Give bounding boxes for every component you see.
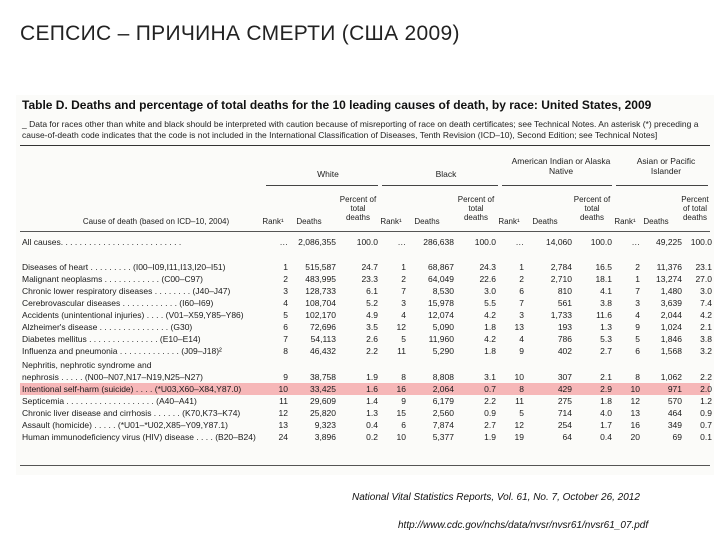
source-url: http://www.cdc.gov/nchs/data/nvsr/nvsr61/nvsr61_07.pdf: [398, 520, 649, 531]
rank-cell: …: [279, 237, 288, 247]
rank-cell: 11: [515, 396, 524, 406]
deaths-cell: 1,846: [660, 334, 682, 344]
table-row: [20, 345, 710, 357]
deaths-cell: 54,113: [310, 334, 336, 344]
rank-cell: 8: [283, 346, 288, 356]
rank-cell: 10: [278, 384, 288, 394]
percent-cell: 1.9: [484, 432, 496, 442]
rank-cell: 10: [630, 384, 640, 394]
percent-cell: 7.4: [700, 298, 712, 308]
rank-cell: 6: [283, 322, 288, 332]
cause-cell: All causes. . . . . . . . . . . . . . . . . . . . . . . . . .: [22, 237, 182, 247]
table-bottom-rule: [20, 465, 710, 466]
deaths-cell: 2,044: [660, 310, 682, 320]
percent-cell: 1.6: [366, 384, 378, 394]
table-row: [20, 431, 710, 443]
percent-cell: 3.8: [700, 334, 712, 344]
table-row: [20, 359, 710, 371]
percent-cell: 100.0: [690, 237, 712, 247]
deaths-cell: 2,560: [432, 408, 454, 418]
table-row: [20, 407, 710, 419]
rank-cell: 12: [630, 396, 640, 406]
rank-cell: 7: [635, 286, 640, 296]
header-bottom-rule: [20, 231, 710, 232]
rank-cell: 5: [635, 334, 640, 344]
percent-cell: 4.0: [600, 408, 612, 418]
rank-cell: …: [397, 237, 406, 247]
rank-cell: 11: [397, 346, 406, 356]
rank-cell: 19: [514, 432, 524, 442]
deaths-cell: 13,274: [656, 274, 682, 284]
percent-cell: 1.8: [484, 346, 496, 356]
percent-cell: 100.0: [356, 237, 378, 247]
rank-cell: 9: [635, 322, 640, 332]
deaths-cell: 971: [667, 384, 682, 394]
rank-cell: 7: [283, 334, 288, 344]
rank-cell: 6: [635, 346, 640, 356]
percent-cell: 3.8: [600, 298, 612, 308]
rank-cell: 5: [283, 310, 288, 320]
col-header-percent: Percent of total deaths: [457, 195, 495, 222]
deaths-cell: 64,049: [428, 274, 454, 284]
cause-cell: Influenza and pneumonia . . . . . . . . . . . . . (J09–J18)²: [22, 346, 222, 356]
rank-cell: 4: [283, 298, 288, 308]
group-aian: American Indian or Alaska Native: [511, 156, 611, 176]
deaths-cell: 69: [672, 432, 682, 442]
rank-cell: …: [631, 237, 640, 247]
rank-cell: 3: [635, 298, 640, 308]
percent-cell: 24.3: [479, 262, 496, 272]
percent-cell: 2.2: [366, 346, 378, 356]
percent-cell: 16.5: [595, 262, 612, 272]
rank-cell: 9: [283, 372, 288, 382]
rank-cell: …: [515, 237, 524, 247]
rank-cell: 3: [519, 310, 524, 320]
percent-cell: 1.8: [600, 396, 612, 406]
rank-cell: 12: [278, 408, 288, 418]
rank-cell: 2: [401, 274, 406, 284]
deaths-cell: 570: [667, 396, 682, 406]
rank-cell: 6: [401, 420, 406, 430]
group-rule-aian: [502, 185, 612, 186]
rank-cell: 2: [283, 274, 288, 284]
cause-cell: Accidents (unintentional injuries) . . . . (V01–X59,Y85–Y86): [22, 310, 244, 320]
cause-cell: Assault (homicide) . . . . . (*U01–*U02,X85–Y09,Y87.1): [22, 420, 228, 430]
col-header-deaths: Deaths: [532, 217, 558, 226]
deaths-cell: 8,808: [432, 372, 454, 382]
percent-cell: 6.1: [366, 286, 378, 296]
table-row: [20, 261, 710, 273]
percent-cell: 27.0: [695, 274, 712, 284]
deaths-cell: 1,024: [660, 322, 682, 332]
table-image: [16, 95, 714, 475]
percent-cell: 2.2: [484, 396, 496, 406]
deaths-cell: 1,062: [660, 372, 682, 382]
col-header-percent: Percent of total deaths: [339, 195, 377, 222]
rank-cell: 5: [401, 334, 406, 344]
cause-cell: Diabetes mellitus . . . . . . . . . . . . . . . (E10–E14): [22, 334, 201, 344]
rank-cell: 11: [279, 396, 288, 406]
deaths-cell: 33,425: [310, 384, 336, 394]
percent-cell: 3.0: [484, 286, 496, 296]
percent-cell: 1.3: [600, 322, 612, 332]
deaths-cell: 786: [557, 334, 572, 344]
col-header-deaths: Deaths: [296, 217, 322, 226]
deaths-cell: 1,733: [550, 310, 572, 320]
deaths-cell: 29,609: [310, 396, 336, 406]
percent-cell: 2.0: [700, 384, 712, 394]
percent-cell: 4.2: [484, 334, 496, 344]
cause-cell: Chronic lower respiratory diseases . . . . . . . . (J40–J47): [22, 286, 231, 296]
slide-title: СЕПСИС – ПРИЧИНА СМЕРТИ (США 2009): [20, 22, 460, 45]
deaths-cell: 5,377: [432, 432, 454, 442]
deaths-cell: 12,074: [428, 310, 454, 320]
percent-cell: 2.9: [600, 384, 612, 394]
group-rule-white: [266, 185, 378, 186]
deaths-cell: 2,086,355: [298, 237, 336, 247]
table-row: [20, 333, 710, 345]
deaths-cell: 1,480: [660, 286, 682, 296]
percent-cell: 0.9: [700, 408, 712, 418]
percent-cell: 100.0: [474, 237, 496, 247]
rank-cell: 13: [630, 408, 640, 418]
deaths-cell: 429: [557, 384, 572, 394]
percent-cell: 0.4: [366, 420, 378, 430]
deaths-cell: 2,710: [550, 274, 572, 284]
percent-cell: 3.5: [366, 322, 378, 332]
table-row: [20, 395, 710, 407]
deaths-cell: 714: [557, 408, 572, 418]
rank-cell: 7: [519, 298, 524, 308]
deaths-cell: 464: [667, 408, 682, 418]
rank-cell: 3: [283, 286, 288, 296]
percent-cell: 3.1: [484, 372, 496, 382]
rank-cell: 2: [635, 262, 640, 272]
rank-cell: 5: [519, 408, 524, 418]
rank-cell: 15: [396, 408, 406, 418]
percent-cell: 23.1: [695, 262, 712, 272]
deaths-cell: 128,733: [305, 286, 336, 296]
percent-cell: 1.9: [366, 372, 378, 382]
percent-cell: 23.3: [361, 274, 378, 284]
cause-cell: Cerebrovascular diseases . . . . . . . . . . . . (I60–I69): [22, 298, 214, 308]
cause-cell: Alzheimer's disease . . . . . . . . . . . . . . . (G30): [22, 322, 193, 332]
deaths-cell: 14,060: [546, 237, 572, 247]
rank-cell: 16: [630, 420, 640, 430]
deaths-cell: 9,323: [314, 420, 336, 430]
cause-cell: Human immunodeficiency virus (HIV) disease . . . . (B20–B24): [22, 432, 256, 442]
rank-cell: 12: [396, 322, 406, 332]
deaths-cell: 2,784: [550, 262, 572, 272]
rank-cell: 8: [401, 372, 406, 382]
rank-cell: 16: [396, 384, 406, 394]
percent-cell: 3.2: [700, 346, 712, 356]
percent-cell: 4.9: [366, 310, 378, 320]
col-header-rank: Rank¹: [614, 217, 636, 226]
col-header-rank: Rank¹: [262, 217, 284, 226]
deaths-cell: 402: [557, 346, 572, 356]
deaths-cell: 11,376: [656, 262, 682, 272]
cause-cell: Chronic liver disease and cirrhosis . . . . . . (K70,K73–K74): [22, 408, 241, 418]
rank-cell: 3: [401, 298, 406, 308]
percent-cell: 3.0: [700, 286, 712, 296]
percent-cell: 1.7: [600, 420, 612, 430]
percent-cell: 1.4: [366, 396, 378, 406]
group-black: Black: [435, 169, 457, 179]
deaths-cell: 3,896: [314, 432, 336, 442]
cause-cell: Intentional self-harm (suicide) . . . . (*U03,X60–X84,Y87.0): [22, 384, 242, 394]
percent-cell: 0.2: [366, 432, 378, 442]
percent-cell: 2.6: [366, 334, 378, 344]
percent-cell: 0.4: [600, 432, 612, 442]
deaths-cell: 193: [557, 322, 572, 332]
col-header-percent: Percent of total deaths: [681, 195, 709, 222]
table-row: [20, 419, 710, 431]
percent-cell: 1.8: [484, 322, 496, 332]
rank-cell: 8: [519, 384, 524, 394]
percent-cell: 2.7: [484, 420, 496, 430]
table-row-septicemia: [20, 383, 710, 395]
rank-cell: 24: [278, 432, 288, 442]
source-citation: National Vital Statistics Reports, Vol. 61, No. 7, October 26, 2012: [352, 492, 640, 503]
percent-cell: 2.2: [700, 372, 712, 382]
rank-cell: 7: [401, 286, 406, 296]
percent-cell: 2.7: [600, 346, 612, 356]
rank-cell: 10: [514, 372, 524, 382]
rank-cell: 1: [401, 262, 406, 272]
table-row: [20, 371, 710, 383]
percent-cell: 1.2: [700, 396, 712, 406]
percent-cell: 11.6: [596, 310, 612, 320]
col-header-deaths: Deaths: [414, 217, 440, 226]
percent-cell: 2.1: [700, 322, 712, 332]
header-top-rule: [20, 145, 710, 146]
rank-cell: 4: [635, 310, 640, 320]
percent-cell: 5.5: [484, 298, 496, 308]
rank-cell: 1: [635, 274, 640, 284]
deaths-cell: 102,170: [305, 310, 336, 320]
deaths-cell: 1,568: [660, 346, 682, 356]
percent-cell: 0.9: [484, 408, 496, 418]
deaths-cell: 15,978: [428, 298, 454, 308]
deaths-cell: 275: [557, 396, 572, 406]
percent-cell: 100.0: [590, 237, 612, 247]
table-row: [20, 309, 710, 321]
deaths-cell: 2,064: [432, 384, 454, 394]
rank-cell: 10: [396, 432, 406, 442]
deaths-cell: 11,960: [428, 334, 454, 344]
percent-cell: 18.1: [595, 274, 612, 284]
deaths-cell: 5,090: [432, 322, 454, 332]
percent-cell: 5.2: [366, 298, 378, 308]
rank-cell: 12: [514, 420, 524, 430]
deaths-cell: 38,758: [310, 372, 336, 382]
deaths-cell: 254: [557, 420, 572, 430]
percent-cell: 24.7: [361, 262, 378, 272]
table-note: _ Data for races other than white and black should be interpreted with caution because of misreporting of race on death certificates; see Technical Notes. An asterisk (*) preceding a cause-of-death code indicates that the code is not included in the International Classification of Diseases, Tenth Revision (ICD–10), Second Edition; see Technical Notes]: [22, 119, 699, 140]
rank-cell: 1: [283, 262, 288, 272]
group-white: White: [317, 169, 339, 179]
deaths-cell: 5,290: [432, 346, 454, 356]
percent-cell: 2.1: [600, 372, 612, 382]
deaths-cell: 307: [557, 372, 572, 382]
percent-cell: 1.3: [366, 408, 378, 418]
rank-cell: 13: [514, 322, 524, 332]
rank-cell: 1: [519, 262, 524, 272]
deaths-cell: 810: [557, 286, 572, 296]
deaths-cell: 561: [557, 298, 572, 308]
table-row: [20, 321, 710, 333]
col-header-rank: Rank¹: [380, 217, 402, 226]
deaths-cell: 46,432: [310, 346, 336, 356]
deaths-cell: 8,530: [432, 286, 454, 296]
percent-cell: 22.6: [479, 274, 496, 284]
percent-cell: 0.7: [700, 420, 712, 430]
rank-cell: 6: [519, 286, 524, 296]
deaths-cell: 6,179: [432, 396, 454, 406]
rank-cell: 8: [635, 372, 640, 382]
col-header-percent: Percent of total deaths: [573, 195, 611, 222]
cause-cell: Malignant neoplasms . . . . . . . . . . . . (C00–C97): [22, 274, 203, 284]
cause-cell: Diseases of heart . . . . . . . . . (I00–I09,I11,I13,I20–I51): [22, 262, 226, 272]
deaths-cell: 64: [562, 432, 572, 442]
deaths-cell: 68,867: [428, 262, 454, 272]
deaths-cell: 286,638: [423, 237, 454, 247]
rank-cell: 9: [519, 346, 524, 356]
rank-cell: 4: [519, 334, 524, 344]
deaths-cell: 49,225: [656, 237, 682, 247]
deaths-cell: 349: [667, 420, 682, 430]
percent-cell: 5.3: [600, 334, 612, 344]
rank-cell: 4: [401, 310, 406, 320]
table-row: [20, 236, 710, 248]
percent-cell: 0.7: [484, 384, 496, 394]
col-header-deaths: Deaths: [643, 217, 669, 226]
cause-cell: Nephritis, nephrotic syndrome and: [22, 360, 152, 370]
deaths-cell: 515,587: [305, 262, 336, 272]
percent-cell: 4.1: [600, 286, 612, 296]
table-title: Table D. Deaths and percentage of total deaths for the 10 leading causes of death, by race: United States, 2009: [22, 98, 652, 112]
deaths-cell: 3,639: [660, 298, 682, 308]
table-row: [20, 285, 710, 297]
group-api: Asian or Pacific Islander: [636, 156, 696, 176]
cause-cell: Septicemia . . . . . . . . . . . . . . . . . . . (A40–A41): [22, 396, 197, 406]
col-header-rank: Rank¹: [498, 217, 520, 226]
col-header-cause: Cause of death (based on ICD–10, 2004): [82, 217, 230, 226]
rank-cell: 9: [401, 396, 406, 406]
percent-cell: 0.1: [700, 432, 712, 442]
table-row: [20, 273, 710, 285]
deaths-cell: 7,874: [432, 420, 454, 430]
percent-cell: 4.2: [484, 310, 496, 320]
rank-cell: 2: [519, 274, 524, 284]
percent-cell: 4.2: [700, 310, 712, 320]
group-rule-black: [382, 185, 498, 186]
cause-cell: nephrosis . . . . . (N00–N07,N17–N19,N25–N27): [22, 372, 203, 382]
group-rule-api: [616, 185, 708, 186]
rank-cell: 20: [630, 432, 640, 442]
deaths-cell: 483,995: [305, 274, 336, 284]
rank-cell: 13: [278, 420, 288, 430]
deaths-cell: 72,696: [310, 322, 336, 332]
deaths-cell: 108,704: [305, 298, 336, 308]
deaths-cell: 25,820: [310, 408, 336, 418]
table-row: [20, 297, 710, 309]
